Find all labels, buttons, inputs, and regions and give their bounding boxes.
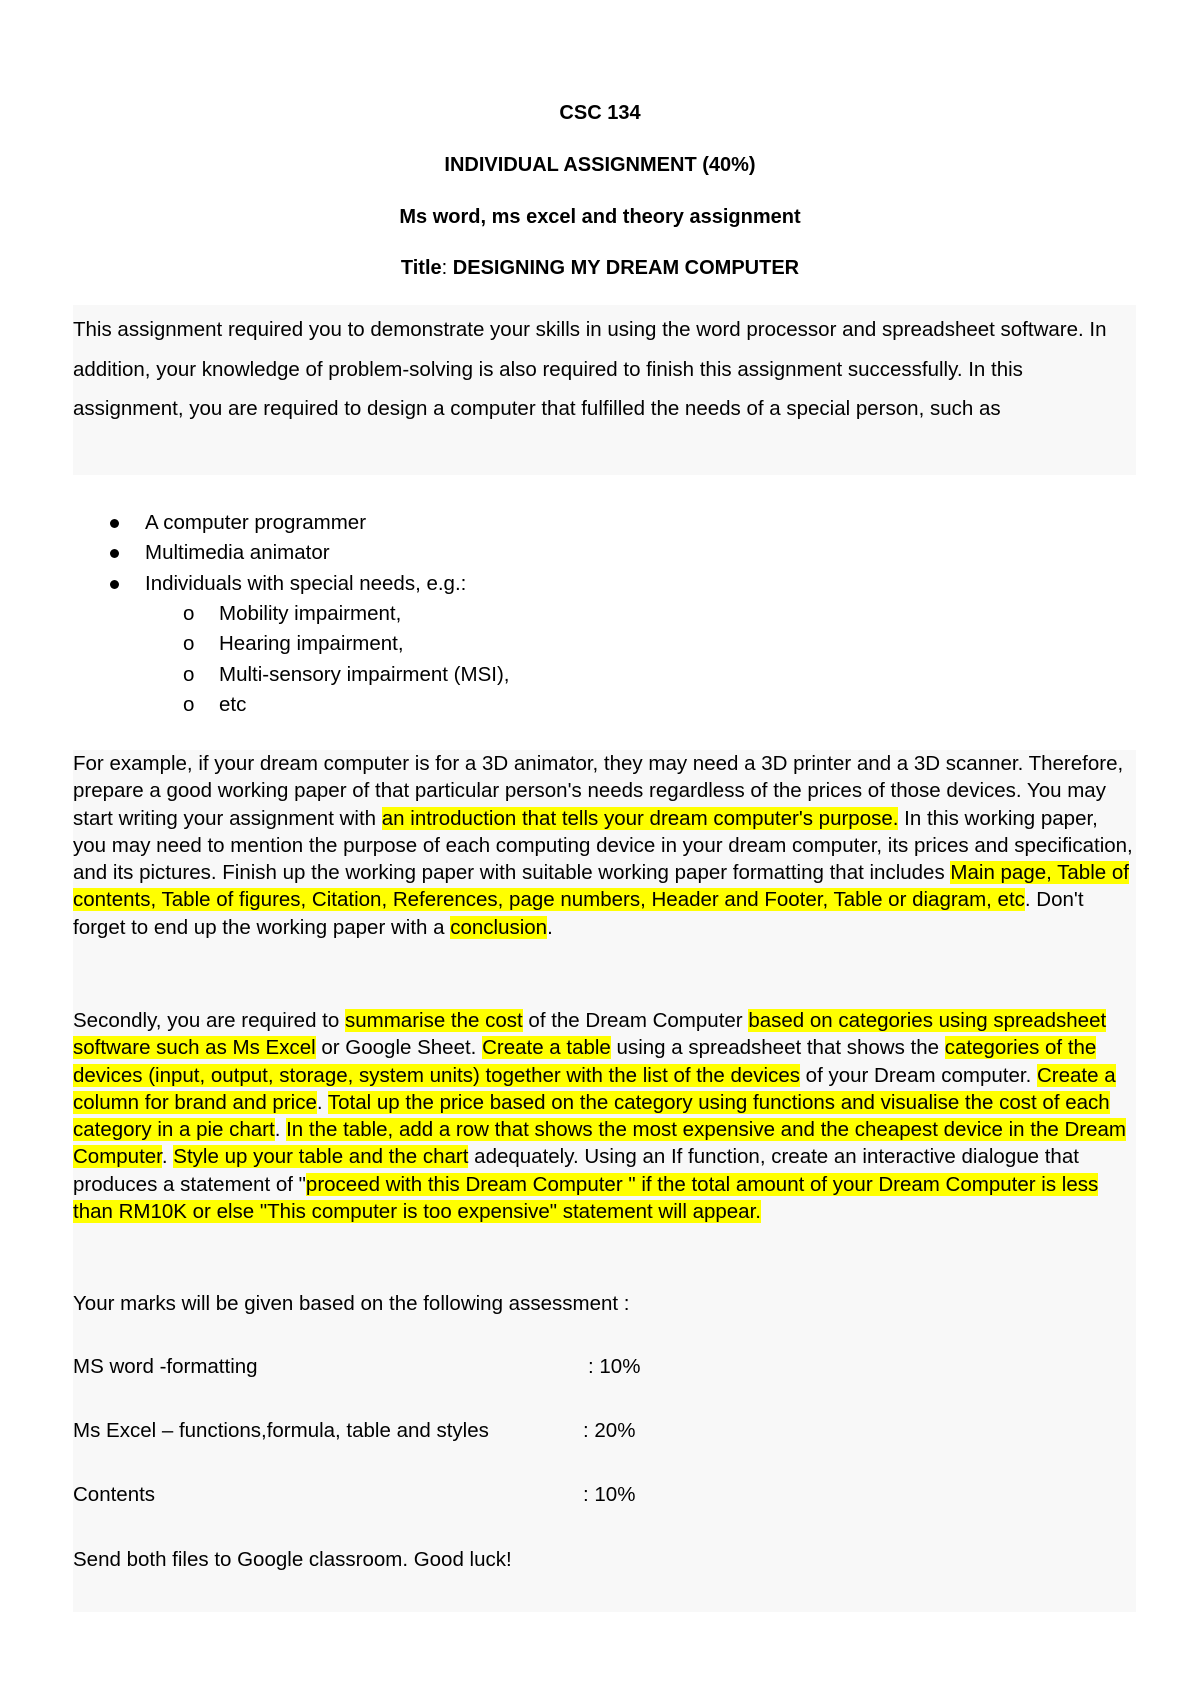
title-separator: :: [441, 257, 453, 279]
highlight: an introduction that tells your dream computer's purpose.: [381, 806, 899, 830]
highlight: Total up the price based on the category using functions and visualise the cost of each category in a pie chart: [73, 1090, 1110, 1142]
sub-bullet-icon: o: [183, 662, 195, 686]
assessment-label: Ms Excel – functions,formula, table and styles: [73, 1419, 489, 1442]
course-code: CSC 134: [559, 102, 641, 124]
highlight: Create a column for brand and price: [73, 1063, 1116, 1114]
intro-paragraph: This assignment required you to demonstrate your skills in using the word processor and spreadsheet software. In addition, your knowledge of problem-solving is also required to finish this assignment successfully. In this assignment, you are required to design a computer that fulfilled the needs of a special person, such as: [73, 318, 1107, 420]
assignment-subtitle: Ms word, ms excel and theory assignment: [399, 206, 801, 228]
sub-bullet-icon: o: [183, 632, 195, 656]
bullet-icon: [110, 580, 119, 589]
sub-list-item: o Multi-sensory impairment (MSI),: [183, 660, 509, 690]
assessment-label: Contents: [73, 1483, 156, 1506]
sub-list-item: o etc: [183, 690, 509, 720]
title-label: Title: [400, 257, 442, 279]
highlight: proceed with this Dream Computer " if the total amount of your Dream Computer is less than RM10K or else "This computer is too expensive" statement will appear.: [73, 1172, 1099, 1224]
assignment-heading: INDIVIDUAL ASSIGNMENT (40%): [444, 154, 756, 176]
list-item: Multimedia animator: [73, 538, 466, 568]
assessment-value: : 10%: [583, 1483, 636, 1506]
special-needs-sublist: [73, 599, 509, 721]
list-item: Individuals with special needs, e.g.:: [73, 569, 466, 599]
assessment-label: MS word -formatting: [73, 1355, 258, 1378]
list-item: A computer programmer: [73, 508, 466, 538]
sub-bullet-icon: o: [183, 602, 195, 625]
highlight: conclusion: [450, 915, 548, 939]
assessment-value: : 20%: [583, 1419, 636, 1442]
title-value: DESIGNING MY DREAM COMPUTER: [452, 257, 800, 279]
bullet-icon: [110, 519, 119, 528]
assessment-row: [73, 1353, 641, 1380]
bullet-icon: [110, 549, 119, 558]
assessment-intro: Your marks will be given based on the following assessment :: [73, 1292, 630, 1315]
highlight: based on categories using spreadsheet software such as Ms Excel: [73, 1009, 1107, 1060]
sub-list-item: o Mobility impairment,: [183, 599, 509, 629]
sub-bullet-icon: o: [183, 693, 195, 717]
highlight: Main page, Table of contents, Table of figures, Citation, References, page numbers, Header and Footer, Table or diagram, etc: [73, 861, 1129, 912]
needs-list: [73, 508, 466, 599]
sub-list-item: o Hearing impairment,: [183, 629, 509, 659]
highlight: Style up your table and the chart: [173, 1145, 469, 1169]
assessment-value: : 10%: [588, 1355, 641, 1378]
assessment-row: [73, 1417, 636, 1444]
highlight: In the table, add a row that shows the most expensive and the cheapest device in the Dream Computer: [73, 1118, 1126, 1169]
example-paragraph: For example, if your dream computer is for a 3D animator, they may need a 3D printer and a 3D scanner. Therefore, prepare a good working paper of that particular person's needs regardless of the prices of those devices. You may start writing your assignment with an introduction that tells your dream computer's purpose. In this working paper, you may need to mention the purpose of each computing device in your dream computer, its prices and specification, and its pictures. Finish up the working paper with suitable working paper formatting that includes Main page, Table of contents, Table of figures, Citation, References, page numbers, Header and Footer, Table or diagram, etc. Don't forget to end up the working paper with a conclusion.: [73, 752, 1133, 939]
highlight: Create a table: [482, 1036, 611, 1060]
highlight: categories of the devices (input, output, storage, system units) together with the list of the devices: [73, 1036, 1097, 1087]
highlight: summarise the cost: [344, 1009, 523, 1032]
assignment-title: [0, 256, 1200, 280]
spreadsheet-paragraph: Secondly, you are required to summarise the cost of the Dream Computer based on categories using spreadsheet software such as Ms Excel or Google Sheet. Create a table using a spreadsheet that shows the categories of the devices (input, output, storage, system units) together with the list of the devices of your Dream computer. Create a column for brand and price. Total up the price based on the category using functions and visualise the cost of each category in a pie chart. In the table, add a row that shows the most expensive and the cheapest device in the Dream Computer. Style up your table and the chart adequately. Using an If function, create an interactive dialogue that produces a statement of "proceed with this Dream Computer " if the total amount of your Dream Computer is less than RM10K or else "This computer is too expensive" statement will appear.: [73, 1009, 1126, 1224]
closing-line: Send both files to Google classroom. Good luck!: [73, 1548, 512, 1571]
assessment-row: [73, 1481, 636, 1508]
